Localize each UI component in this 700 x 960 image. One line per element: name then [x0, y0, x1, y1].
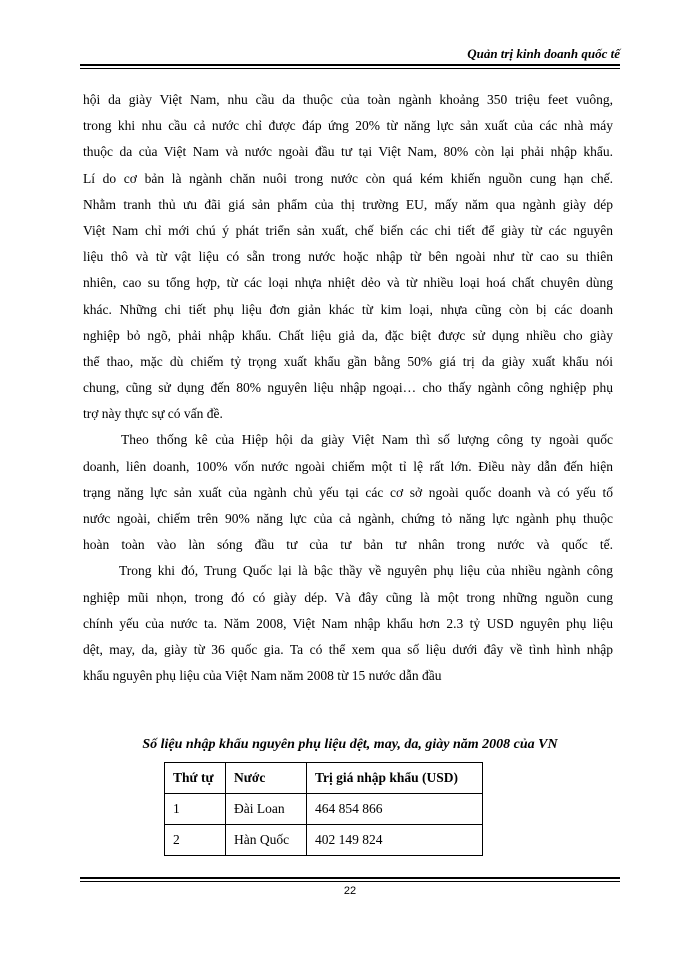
paragraph-1-line: nhiên, cao su tổng hợp, từ các loại nhựa nhiệt dẻo và từ nhiều loại hoá chất chuyên dùng [83, 275, 613, 291]
paragraph-2-line: nước ngoài, chiếm trên 90% năng lực của cả ngành, chứng tỏ năng lực ngành phụ thuộc [83, 511, 613, 526]
column-header-import-value: Trị giá nhập khẩu (USD) [307, 763, 483, 794]
cell-order: 2 [165, 825, 226, 856]
paragraph-1-line: Việt Nam chỉ mới chú ý phát triển sản xuất, chế biến các chi tiết để giày từ các nguyên [83, 222, 613, 238]
paragraph-3-line: Trong khi đó, Trung Quốc lại là bậc thầy về nguyên phụ liệu của nhiều ngành công [119, 563, 613, 579]
paragraph-1-line: Nhằm tranh thủ ưu đãi giá sản phẩm của thị trường EU, mấy năm qua ngành giày dép [83, 196, 613, 212]
paragraph-1-line: liệu thô và từ vật liệu có sẵn trong nước hoặc nhập từ bên ngoài như từ cao su thiên [83, 249, 613, 265]
cell-country: Hàn Quốc [226, 825, 307, 856]
header-rule [80, 64, 620, 66]
paragraph-1-line: hội da giày Việt Nam, nhu cầu da thuộc của toàn ngành khoảng 350 triệu feet vuông, [83, 92, 613, 107]
running-header: Quản trị kinh doanh quốc tế [467, 46, 620, 61]
paragraph-1-line: Lí do cơ bản là ngành chăn nuôi trong nước còn quá kém khiến nguồn cung hạn chế. [83, 170, 613, 186]
cell-country: Đài Loan [226, 794, 307, 825]
paragraph-1-line: trợ này thực sự có vấn đề. [83, 406, 223, 422]
paragraph-2-line: hoàn toàn vào làn sóng đầu tư của tư bản tư nhân trong nước và quốc tế. [83, 537, 613, 553]
page-number: 22 [343, 885, 357, 897]
paragraph-1-line: trong khi nhu cầu cả nước chỉ được đáp ứng 20% từ năng lực sản xuất của các nhà máy [83, 118, 613, 134]
import-table [164, 762, 483, 856]
paragraph-1-line: thuộc da của Việt Nam và nước ngoài đầu tư tại Việt Nam, 80% còn lại phải nhập khẩu. [83, 144, 613, 160]
paragraph-3-line: khẩu nguyên phụ liệu của Việt Nam năm 2008 từ 15 nước dẫn đầu [83, 668, 442, 684]
column-header-country: Nước [226, 763, 307, 794]
paragraph-3-line: nghiệp mũi nhọn, trong đó có giày dép. Và đây cũng là một trong những nguồn cung [83, 589, 613, 605]
table-row [165, 794, 483, 825]
paragraph-2-line: doanh, liên doanh, 100% vốn nước ngoài chiếm một tỉ lệ rất lớn. Điều này dẫn đến hiện [83, 458, 613, 474]
table-row [165, 825, 483, 856]
paragraph-1-line: khác. Những chi tiết phụ liệu đơn giản khác từ kim loại, nhựa cũng còn bị các doanh [83, 301, 613, 317]
footer-rule [80, 877, 620, 879]
paragraph-1-line: nghiệp bỏ ngõ, phải nhập khẩu. Chất liệu giả da, đặc biệt được sử dụng nhiều cho giày [83, 327, 613, 343]
paragraph-3-line: chính yếu của nước ta. Năm 2008, Việt Nam nhập khẩu hơn 2.3 tỷ USD nguyên phụ liệu [83, 615, 613, 631]
body-text [83, 87, 613, 689]
table-caption: Số liệu nhập khẩu nguyên phụ liệu dệt, may, da, giày năm 2008 của VN [142, 737, 558, 752]
table-header-row [165, 763, 483, 794]
cell-import-value: 464 854 866 [307, 794, 483, 825]
paragraph-2-line: trạng năng lực sản xuất của ngành chủ yếu tại các cơ sở ngoài quốc doanh và có yếu tố [83, 484, 613, 500]
paragraph-1-line: thể thao, mặc dù chiếm tỷ trọng xuất khẩu gần bằng 50% giá trị da giày xuất khẩu nói [83, 353, 613, 369]
paragraph-3-line: dệt, may, da, giày từ 36 quốc gia. Ta có thể xem qua số liệu dưới đây về tình hình nhập [83, 641, 613, 657]
header-rule-thin [80, 68, 620, 69]
footer-rule-thin [80, 881, 620, 882]
cell-order: 1 [165, 794, 226, 825]
column-header-order: Thứ tự [165, 763, 226, 794]
cell-import-value: 402 149 824 [307, 825, 483, 856]
paragraph-1-line: chung, cũng sử dụng đến 80% nguyên liệu nhập ngoại… cho thấy ngành công nghiệp phụ [83, 380, 613, 396]
paragraph-2-line: Theo thống kê của Hiệp hội da giày Việt Nam thì số lượng công ty ngoài quốc [121, 432, 613, 448]
